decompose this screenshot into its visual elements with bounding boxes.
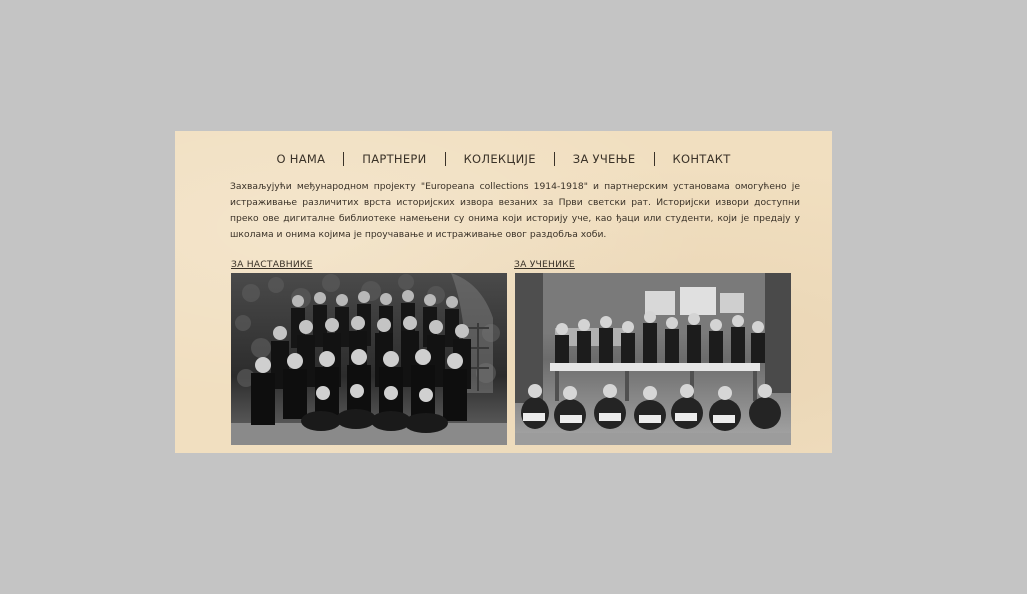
intro-paragraph: Захваљујући међународном пројекту "Europeana collections 1914-1918" и партнерским установама омогућено је истраживање различитих врста историјских извора везаних за Први светски рат. Историјски извори доступни преко ове дигиталне библиотеке намењени су онима који историју уче, као ђаци или студенти, који је предају у школама и онима којима је проучавање и истраживање овог раздобља хоби. bbox=[230, 181, 800, 240]
for-teachers-link[interactable]: ЗА НАСТАВНИКЕ bbox=[231, 259, 313, 270]
classroom-photo-icon bbox=[515, 273, 791, 445]
for-students-link[interactable]: ЗА УЧЕНИКЕ bbox=[514, 259, 575, 270]
nav-item-about[interactable]: О НАМА bbox=[276, 152, 326, 166]
nav-item-collections[interactable]: КОЛЕКЦИЈЕ bbox=[463, 152, 536, 166]
content-panel bbox=[175, 131, 832, 453]
nav-item-partners[interactable]: ПАРТНЕРИ bbox=[362, 152, 427, 166]
nav-item-contact[interactable]: КОНТАКТ bbox=[672, 152, 731, 166]
teachers-group-photo[interactable] bbox=[231, 273, 507, 445]
group-photo-icon bbox=[231, 273, 507, 445]
students-classroom-photo[interactable] bbox=[515, 273, 791, 445]
main-nav bbox=[175, 149, 832, 169]
nav-item-learning[interactable]: ЗА УЧЕЊЕ bbox=[572, 152, 636, 166]
